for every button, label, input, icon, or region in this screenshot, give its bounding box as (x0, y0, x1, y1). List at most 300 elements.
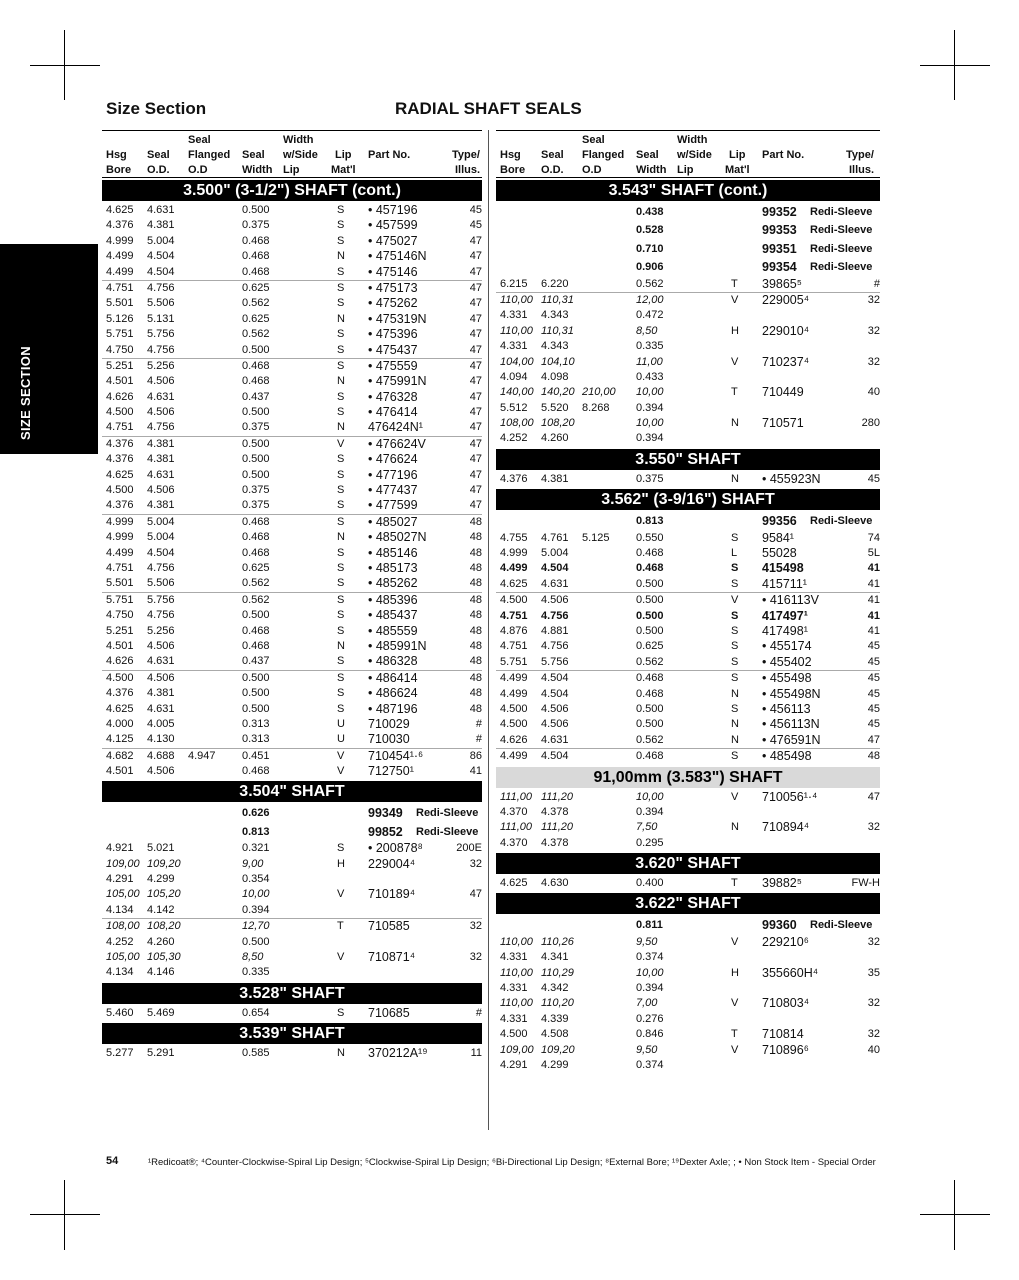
part-number: 99360 (762, 918, 797, 933)
seal-od: 4.506 (147, 639, 175, 652)
hsg-bore: 4.625 (500, 577, 528, 590)
seal-width: 9,50 (636, 1043, 658, 1056)
seal-od: 4.631 (541, 733, 569, 746)
seal-od: 4.631 (147, 204, 175, 216)
table-row (102, 624, 482, 639)
seal-width: 0.500 (242, 935, 270, 948)
seal-od: 4.381 (147, 499, 175, 512)
type-illus: 48 (469, 577, 482, 590)
type-illus: 47 (867, 733, 880, 746)
seal-width: 0.562 (636, 277, 664, 290)
table-row (102, 327, 482, 342)
hsg-bore: 4.125 (106, 733, 134, 746)
hsg-bore: 109,00 (106, 857, 140, 870)
hsg-bore: 4.921 (106, 842, 134, 855)
lip-material: S (337, 593, 345, 606)
table-row (102, 639, 482, 654)
side-tab (0, 244, 98, 454)
part-number: • 475396 (368, 327, 418, 342)
seal-od: 5.506 (147, 297, 175, 310)
part-number: • 485146 (368, 545, 418, 560)
seal-od: 4.381 (541, 472, 569, 485)
lip-material: N (337, 375, 345, 388)
seal-width: 0.468 (636, 547, 664, 560)
table-row (102, 249, 482, 264)
hsg-bore: 4.370 (500, 805, 528, 818)
column-header: Lip (283, 164, 300, 176)
table-row (496, 203, 880, 221)
seal-width: 0.468 (242, 546, 270, 559)
column-header: Seal (636, 149, 659, 161)
seal-od: 4.631 (147, 702, 175, 715)
hsg-bore: 6.215 (500, 277, 528, 290)
type-illus: 48 (469, 531, 482, 544)
seal-od: 4.504 (541, 672, 569, 685)
lip-material: L (731, 547, 738, 560)
table-row (102, 1046, 482, 1061)
seal-width: 0.468 (242, 639, 270, 652)
hsg-bore: 4.682 (106, 749, 134, 762)
part-number: • 485991N (368, 638, 427, 653)
table-row (496, 876, 880, 891)
hsg-bore: 4.750 (106, 343, 134, 356)
seal-width: 9,00 (242, 857, 264, 870)
table-row (102, 530, 482, 545)
lip-material: S (337, 702, 345, 715)
hsg-bore: 110,00 (500, 966, 533, 979)
hsg-bore: 5.751 (500, 655, 528, 668)
table-row (496, 836, 880, 851)
seal-od: 5.004 (147, 515, 175, 528)
hsg-bore: 4.500 (106, 671, 134, 684)
type-illus: 32 (867, 821, 880, 834)
type-illus: Redi-Sleeve (810, 261, 873, 274)
table-row (496, 935, 880, 950)
table-row (102, 390, 482, 405)
shaft-size-banner: 3.543" SHAFT (cont.) (496, 180, 880, 201)
type-illus: FW-H (851, 877, 880, 890)
hsg-bore: 110,00 (500, 997, 533, 1010)
hsg-bore: 4.625 (500, 877, 528, 890)
seal-od: 4.756 (147, 421, 175, 434)
seal-width: 0.846 (636, 1028, 664, 1041)
seal-od: 108,20 (147, 920, 181, 933)
part-number: • 476414 (368, 405, 418, 420)
part-number: 417497¹ (762, 608, 808, 623)
row-group (102, 437, 482, 515)
seal-od: 4.343 (541, 309, 569, 322)
seal-width: 0.394 (636, 401, 664, 414)
table-row (496, 339, 880, 354)
hsg-bore: 110,00 (500, 935, 533, 948)
column-header: Mat'l (725, 164, 750, 176)
lip-material: N (731, 733, 739, 746)
seal-width: 0.433 (636, 370, 664, 383)
part-number: • 457196 (368, 203, 418, 217)
hsg-bore: 4.134 (106, 903, 134, 916)
seal-od: 4.343 (541, 340, 569, 353)
type-illus: 11 (470, 1047, 482, 1060)
flanged-od: 210,00 (582, 386, 616, 399)
seal-width: 0.295 (636, 836, 664, 849)
seal-width: 0.500 (636, 594, 664, 607)
table-row (496, 820, 880, 835)
seal-od: 4.339 (541, 1012, 569, 1025)
part-number: • 485173 (368, 560, 418, 575)
hsg-bore: 105,00 (106, 888, 140, 901)
part-number: • 456113N (762, 717, 820, 732)
table-row (102, 218, 482, 233)
row-group (496, 876, 880, 891)
seal-width: 0.313 (242, 733, 270, 746)
lip-material: V (337, 765, 345, 778)
seal-od: 4.506 (147, 406, 175, 419)
row-group (496, 671, 880, 749)
hsg-bore: 4.751 (106, 281, 134, 294)
type-illus: 47 (469, 453, 482, 466)
side-tab-label: SIZE SECTION (18, 346, 33, 440)
hsg-bore: 111,00 (500, 790, 533, 803)
lip-material: S (337, 219, 345, 232)
type-illus: 47 (469, 484, 482, 497)
hsg-bore: 5.460 (106, 1006, 134, 1019)
lip-material: S (337, 390, 345, 403)
seal-od: 4.756 (147, 609, 175, 622)
type-illus: 41 (469, 765, 482, 778)
part-number: 415498 (762, 561, 804, 576)
row-group (496, 203, 880, 293)
type-illus: 45 (469, 219, 482, 232)
hsg-bore: 108,00 (500, 417, 534, 430)
type-illus: 47 (469, 328, 482, 341)
table-row (496, 749, 880, 764)
seal-width: 0.654 (242, 1006, 270, 1019)
part-number: • 455174 (762, 639, 812, 654)
seal-od: 5.021 (147, 842, 175, 855)
lip-material: N (731, 417, 739, 430)
seal-width: 0.374 (636, 1058, 664, 1071)
part-number: 370212A¹⁹ (368, 1046, 428, 1061)
seal-width: 0.468 (242, 265, 270, 278)
hsg-bore: 5.277 (106, 1047, 134, 1060)
column-header: Type/ (452, 149, 480, 161)
seal-od: 4.146 (147, 966, 175, 979)
column-header: Part No. (762, 149, 805, 161)
lip-material: H (337, 857, 345, 870)
part-number: 710449 (762, 385, 804, 400)
seal-od: 4.005 (147, 717, 175, 730)
row-group (102, 359, 482, 437)
lip-material: T (731, 1028, 738, 1041)
part-number: • 485437 (368, 608, 418, 623)
part-number: 417498¹ (762, 623, 808, 638)
column-header: Lip (729, 149, 746, 161)
type-illus: Redi-Sleeve (416, 825, 479, 838)
hsg-bore: 4.755 (500, 531, 528, 544)
seal-width: 0.468 (636, 687, 664, 700)
part-number: 710585 (368, 919, 410, 934)
hsg-bore: 4.252 (106, 935, 134, 948)
lip-material: N (337, 421, 345, 434)
type-illus: 40 (867, 1043, 880, 1056)
lip-material: S (731, 750, 739, 763)
table-row (102, 965, 482, 980)
seal-od: 140,20 (541, 386, 575, 399)
seal-od: 4.504 (541, 562, 569, 575)
type-illus: 45 (867, 472, 880, 485)
hsg-bore: 4.626 (106, 655, 134, 668)
seal-od: 4.761 (541, 531, 569, 544)
seal-od: 5.004 (541, 547, 569, 560)
type-illus: 47 (469, 421, 482, 434)
lip-material: S (337, 671, 345, 684)
seal-od: 110,20 (541, 997, 574, 1010)
type-illus: 47 (469, 234, 482, 247)
seal-width: 0.468 (636, 750, 664, 763)
seal-od: 4.504 (147, 546, 175, 559)
hsg-bore: 4.625 (106, 204, 134, 216)
lip-material: U (337, 733, 345, 746)
type-illus: 45 (867, 672, 880, 685)
column-header-row (496, 131, 880, 178)
part-number: • 476328 (368, 389, 418, 404)
part-number: • 456113 (762, 701, 811, 716)
lip-material: S (337, 234, 345, 247)
seal-width: 10,00 (636, 417, 664, 430)
seal-od: 4.341 (541, 951, 569, 964)
table-row (496, 1012, 880, 1027)
type-illus: 48 (469, 702, 482, 715)
column-header: Bore (106, 164, 132, 176)
seal-od: 4.299 (541, 1058, 569, 1071)
table-row (496, 531, 880, 546)
table-row (496, 981, 880, 996)
seal-od: 4.756 (541, 609, 569, 622)
part-number: 55028 (762, 546, 797, 561)
lip-material: N (337, 1047, 345, 1060)
column-header: Seal (188, 134, 211, 146)
lip-material: S (337, 328, 345, 341)
table-row (102, 654, 482, 669)
part-number: • 476624V (368, 436, 426, 451)
flanged-od: 8.268 (582, 401, 610, 414)
lip-material: V (731, 594, 739, 607)
seal-width: 0.500 (242, 453, 270, 466)
lip-material: N (337, 250, 345, 263)
part-number: • 457599 (368, 218, 418, 233)
column-header: Type/ (846, 149, 874, 161)
table-row (496, 370, 880, 385)
right-column (496, 130, 880, 1073)
hsg-bore: 4.376 (106, 437, 134, 450)
table-row (102, 857, 482, 872)
row-group (496, 472, 880, 487)
type-illus: 47 (469, 265, 482, 278)
row-group (496, 512, 880, 593)
lip-material: V (337, 888, 345, 901)
column-header: w/Side (677, 149, 712, 161)
part-number: 710029 (368, 716, 410, 731)
seal-width: 0.468 (242, 375, 270, 388)
seal-width: 0.500 (242, 437, 270, 450)
seal-od: 5.756 (147, 593, 175, 606)
column-header-row (102, 131, 482, 178)
table-row (496, 609, 880, 624)
part-number: 229004⁴ (368, 856, 416, 871)
type-illus: 40 (867, 386, 880, 399)
part-number: 710454¹·⁶ (368, 748, 424, 763)
seal-width: 0.394 (636, 432, 664, 445)
hsg-bore: 4.331 (500, 1012, 528, 1025)
hsg-bore: 4.331 (500, 340, 528, 353)
seal-od: 108,20 (541, 417, 575, 430)
seal-od: 109,20 (541, 1043, 575, 1056)
part-number: • 477437 (368, 483, 418, 498)
lip-material: N (731, 718, 739, 731)
table-row (496, 655, 880, 670)
seal-width: 0.625 (242, 312, 270, 325)
seal-od: 4.506 (541, 594, 569, 607)
seal-width: 0.375 (636, 472, 664, 485)
seal-od: 4.756 (147, 343, 175, 356)
type-illus: 45 (867, 718, 880, 731)
section-title: Size Section (106, 99, 207, 118)
hsg-bore: 5.512 (500, 401, 528, 414)
seal-width: 0.500 (242, 702, 270, 715)
part-number: 712750¹ (368, 764, 414, 779)
part-number: • 485559 (368, 623, 418, 638)
part-number: • 485262 (368, 576, 418, 591)
lip-material: S (337, 624, 345, 637)
table-row (102, 950, 482, 965)
part-number: 39882⁵ (762, 876, 802, 891)
seal-width: 0.500 (636, 609, 664, 622)
hsg-bore: 4.751 (106, 421, 134, 434)
hsg-bore: 5.501 (106, 577, 134, 590)
row-group (102, 1006, 482, 1021)
part-number: • 475173 (368, 280, 418, 295)
crop-mark (64, 1180, 65, 1250)
seal-od: 104,10 (541, 355, 575, 368)
table-row (496, 671, 880, 686)
seal-width: 0.276 (636, 1012, 664, 1025)
table-row (102, 732, 482, 747)
hsg-bore: 4.331 (500, 309, 528, 322)
lip-material: S (731, 562, 739, 575)
part-number: • 476591N (762, 732, 821, 747)
type-illus: 32 (469, 857, 482, 870)
lip-material: S (337, 561, 345, 574)
table-row (496, 385, 880, 400)
seal-od: 5.520 (541, 401, 569, 414)
part-number: 710803⁴ (762, 996, 810, 1011)
part-number: • 475991N (368, 374, 427, 389)
type-illus: 45 (867, 640, 880, 653)
column-divider (488, 130, 489, 1130)
seal-width: 0.585 (242, 1047, 270, 1060)
seal-width: 0.562 (242, 297, 270, 310)
hsg-bore: 4.291 (106, 873, 134, 886)
type-illus: Redi-Sleeve (810, 515, 873, 528)
table-row (496, 240, 880, 258)
lip-material: S (731, 531, 739, 544)
seal-width: 0.500 (636, 624, 664, 637)
column-header: Seal (147, 149, 170, 161)
seal-width: 10,00 (636, 386, 664, 399)
shaft-size-banner: 3.622" SHAFT (496, 893, 880, 914)
seal-width: 0.375 (242, 484, 270, 497)
seal-width: 0.500 (242, 406, 270, 419)
seal-width: 8,50 (242, 950, 264, 963)
seal-od: 4.260 (147, 935, 175, 948)
part-number: 710814 (762, 1027, 804, 1042)
part-number: • 487196 (368, 701, 418, 716)
part-number: • 485027 (368, 514, 418, 529)
table-row (102, 764, 482, 779)
hsg-bore: 4.499 (106, 546, 134, 559)
part-number: • 477196 (368, 467, 418, 482)
type-illus: 47 (469, 499, 482, 512)
lip-material: S (337, 204, 345, 216)
table-row (102, 919, 482, 934)
table-row (102, 1006, 482, 1021)
seal-od: 5.004 (147, 234, 175, 247)
hsg-bore: 4.999 (106, 531, 134, 544)
column-header: Width (242, 164, 273, 176)
table-row (496, 561, 880, 576)
table-row (102, 608, 482, 623)
seal-od: 6.220 (541, 277, 569, 290)
type-illus: 47 (469, 343, 482, 356)
part-number: • 200878⁸ (368, 841, 423, 856)
seal-od: 4.130 (147, 733, 175, 746)
type-illus: 47 (469, 406, 482, 419)
seal-width: 0.500 (242, 343, 270, 356)
seal-od: 4.260 (541, 432, 569, 445)
part-number: 39865⁵ (762, 276, 802, 291)
seal-width: 0.813 (636, 515, 664, 528)
seal-width: 0.354 (242, 873, 270, 886)
type-illus: 47 (469, 281, 482, 294)
seal-od: 4.756 (147, 561, 175, 574)
column-header: Bore (500, 164, 526, 176)
lip-material: V (731, 997, 739, 1010)
part-number: • 475262 (368, 296, 418, 311)
table-row (102, 903, 482, 918)
seal-width: 0.468 (636, 672, 664, 685)
part-number: • 455923N (762, 471, 821, 486)
hsg-bore: 4.625 (106, 702, 134, 715)
seal-width: 0.400 (636, 877, 664, 890)
type-illus: 47 (469, 888, 482, 901)
seal-width: 0.500 (242, 204, 270, 216)
seal-od: 4.504 (541, 750, 569, 763)
seal-width: 0.500 (242, 687, 270, 700)
seal-od: 110,31 (541, 293, 574, 306)
left-column (102, 130, 482, 1062)
row-group (102, 749, 482, 780)
seal-width: 0.468 (242, 531, 270, 544)
seal-width: 10,00 (636, 966, 664, 979)
seal-od: 4.381 (147, 453, 175, 466)
lip-material: S (337, 297, 345, 310)
table-row (102, 374, 482, 389)
table-row (496, 221, 880, 239)
seal-od: 4.756 (541, 640, 569, 653)
seal-width: 0.394 (636, 982, 664, 995)
lip-material: S (731, 640, 739, 653)
table-row (102, 823, 482, 841)
